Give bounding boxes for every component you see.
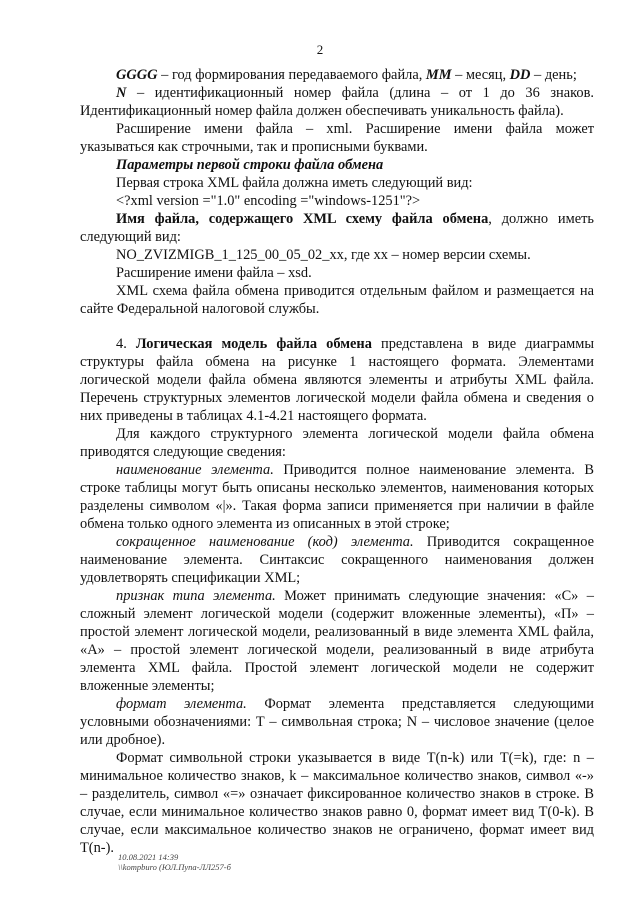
paragraph-element-name (80, 461, 594, 533)
element-type-term: признак типа элемента. (116, 588, 276, 604)
paragraph-schema-filename: NO_ZVIZMIGB_1_125_00_05_02_xx, где хх – номер версии схемы. (116, 247, 531, 263)
paragraph-file-id (80, 84, 594, 120)
n-description: – идентификационный номер файла (длина – от 1 до 36 знаков. Идентификационный номер файла должен обеспечивать уникальность файла). (80, 85, 594, 119)
footer-timestamp: 10.08.2021 14:39 (118, 852, 179, 862)
element-format-rest: Формат элемента представляется следующими условными обозначениями: Т – символьная строка; N – числовое значение (целое или дробное). (80, 696, 594, 748)
paragraph-element-code (80, 533, 594, 587)
paragraph-element-info-intro: Для каждого структурного элемента логической модели файла обмена приводятся следующие сведения: (80, 426, 594, 460)
paragraph-schema-name (80, 210, 594, 246)
element-code-rest: Приводится сокращенное наименование элемента. Синтаксис сокращенного наименования должен удовлетворять спецификации XML; (80, 534, 594, 586)
dd-term: DD (509, 67, 531, 83)
n-term: N (116, 85, 127, 101)
dd-description: – день; (530, 67, 577, 83)
logical-model-rest: представлена в виде диаграммы структуры файла обмена на рисунке 1 настоящего формата. Элементами логической модели файла обмена являются элементы и атрибуты XML файла. Перечень структурных элементов логической модели файла обмена и сведения о них приведены в таблицах 4.1-4.21 настоящего формата. (80, 336, 594, 424)
paragraph-schema-location: XML схема файла обмена приводится отдельным файлом и размещается на сайте Федеральной налоговой службы. (80, 283, 594, 317)
paragraph-first-line-intro: Первая строка XML файла должна иметь следующий вид: (116, 175, 473, 191)
section-number: 4. (116, 336, 136, 352)
paragraph-date-format (80, 66, 594, 84)
paragraph-string-format: Формат символьной строки указывается в виде Т(n-k) или Т(=k), где: n – минимальное количество знаков, k – максимальное количество знаков, символ «-» – разделитель, символ «=» означает фиксированное количество знаков в строке. В случае, если минимальное количество знаков равно 0, формат имеет вид Т(0-k). В случае, если максимальное количество знаков не ограничено, формат имеет вид Т(n-). (80, 750, 594, 856)
mm-term: MM (425, 67, 452, 83)
paragraph-element-type (80, 587, 594, 695)
gggg-term: GGGG (116, 67, 158, 83)
schema-name-rest: , должно иметь следующий вид: (80, 211, 594, 245)
element-type-rest: Может принимать следующие значения: «С» – сложный элемент логической модели (содержит вложенные элементы), «П» – простой элемент логической модели, реализованный в виде элемента XML файла, «А» – простой элемент логической модели, реализованный в виде атрибута элемента XML файла. Простой элемент логической модели не содержит вложенные элементы; (80, 588, 594, 694)
mm-description: – месяц, (451, 67, 510, 83)
paragraph-xml-extension: Расширение имени файла – xml. Расширение имени файла может указываться как строчными, так и прописными буквами. (80, 121, 594, 155)
schema-name-bold: Имя файла, содержащего XML схему файла обмена (116, 211, 489, 227)
xml-declaration: <?xml version ="1.0" encoding ="windows-1251"?> (116, 193, 421, 209)
element-name-term: наименование элемента. (116, 462, 274, 478)
logical-model-bold: Логическая модель файла обмена (135, 336, 372, 352)
element-code-term: сокращенное наименование (код) элемента. (116, 534, 414, 550)
element-name-rest: Приводится полное наименование элемента. В строке таблицы могут быть описаны несколько элементов, наименования которых разделены символом «|». Такая форма записи применяется при наличии в файле обмена только одного элемента из описанных в этой строке; (80, 462, 594, 532)
paragraph-xsd-extension: Расширение имени файла – xsd. (116, 265, 312, 281)
paragraph-element-format (80, 695, 594, 749)
document-body (80, 66, 594, 857)
print-footer (118, 852, 231, 872)
page-number: 2 (316, 42, 324, 57)
paragraph-logical-model (80, 335, 594, 425)
gggg-description: – год формирования передаваемого файла, (157, 67, 426, 83)
section-heading-first-line: Параметры первой строки файла обмена (116, 157, 384, 173)
element-format-term: формат элемента. (116, 696, 247, 712)
footer-path: \\kompburo (ЮЛ.Пупа-ЛЛ257-б (118, 862, 231, 872)
